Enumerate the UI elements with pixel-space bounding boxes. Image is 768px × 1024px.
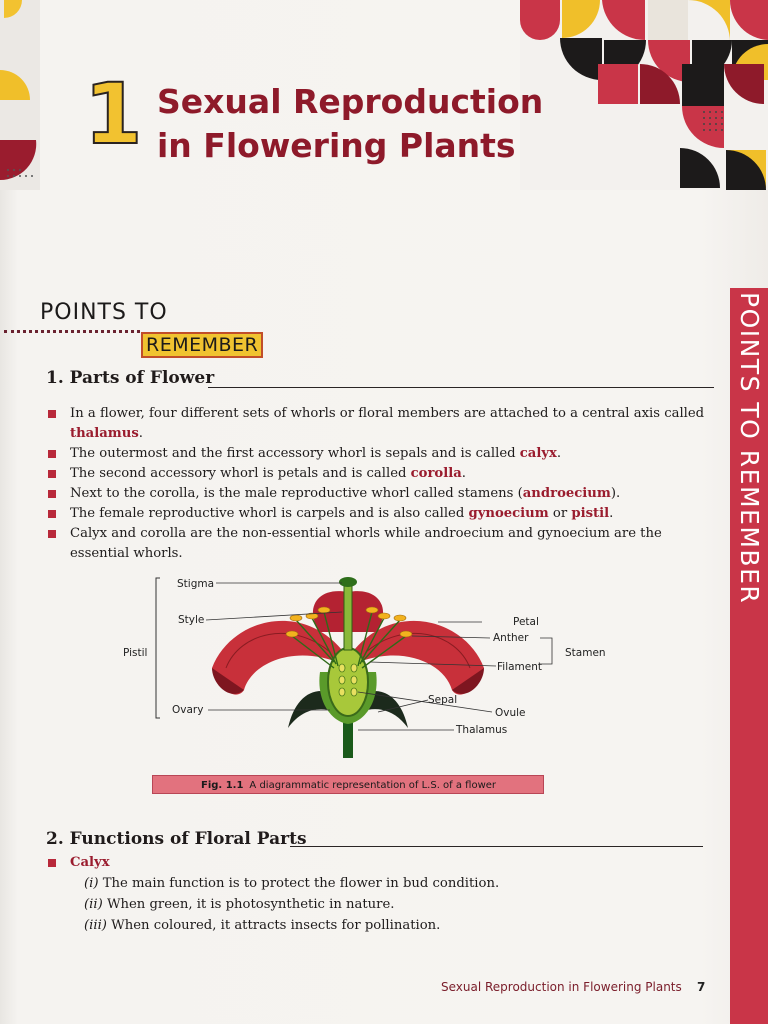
chapter-title-line2: in Flowering Plants — [157, 126, 516, 165]
figure-caption-number: Fig. 1.1 — [201, 780, 244, 791]
section2-bullet-list — [46, 853, 346, 873]
label-ovary: Ovary — [172, 704, 204, 716]
figure-caption — [152, 775, 544, 794]
bullet-item: In a flower, four different sets of whorls or floral members are attached to a central axis called thalamus. — [46, 404, 722, 444]
header-decoration-left — [0, 0, 40, 190]
bullet-square-icon — [48, 490, 56, 498]
label-stigma: Stigma — [177, 578, 215, 590]
function-item: (ii) When green, it is photosynthetic in nature. — [84, 897, 395, 912]
bullet-square-icon — [48, 450, 56, 458]
bullet-square-icon — [48, 410, 56, 418]
label-anther: Anther — [493, 632, 529, 644]
bullet-item: The female reproductive whorl is carpels and is also called gynoecium or pistil. — [46, 504, 722, 524]
bullet-item — [46, 853, 346, 873]
chapter-number: 1 — [84, 65, 143, 163]
function-item: (iii) When coloured, it attracts insects for pollination. — [84, 918, 441, 933]
label-style: Style — [178, 614, 205, 626]
calyx-heading: Calyx — [70, 855, 110, 870]
section1-title: 1. Parts of Flower — [46, 368, 215, 388]
section1-bullet-list — [46, 404, 722, 564]
bullet-square-icon — [48, 510, 56, 518]
running-footer: Sexual Reproduction in Flowering Plants — [441, 980, 682, 994]
page-number: 7 — [697, 980, 706, 994]
points-heading-line1: POINTS TO — [40, 300, 168, 325]
side-band-text: POINTS TO REMEMBER — [735, 292, 764, 605]
function-item: (i) The main function is to protect the flower in bud condition. — [84, 876, 500, 891]
section2-rule — [290, 846, 703, 847]
bullet-item: The second accessory whorl is petals and is called corolla. — [46, 464, 722, 484]
label-petal: Petal — [513, 616, 539, 628]
points-heading-line2: REMEMBER — [141, 332, 263, 358]
bullet-item: Next to the corolla, is the male reproductive whorl called stamens (androecium). — [46, 484, 722, 504]
section1-rule — [208, 387, 714, 388]
calyx-functions — [84, 873, 644, 937]
label-thalamus: Thalamus — [456, 724, 508, 736]
bullet-square-icon — [48, 859, 56, 867]
bullet-square-icon — [48, 470, 56, 478]
chapter-title — [157, 80, 577, 168]
dotted-divider — [4, 330, 140, 333]
bullet-item: The outermost and the first accessory whorl is sepals and is called calyx. — [46, 444, 722, 464]
section2-title: 2. Functions of Floral Parts — [46, 829, 307, 849]
label-pistil: Pistil — [123, 647, 148, 659]
bullet-item: Calyx and corolla are the non-essential whorls while androecium and gynoecium are the essential whorls. — [46, 524, 722, 564]
label-sepal: Sepal — [428, 694, 458, 706]
label-filament: Filament — [497, 661, 543, 673]
label-stamen: Stamen — [565, 647, 606, 659]
flower-ls-diagram — [120, 572, 640, 762]
label-ovule: Ovule — [495, 707, 526, 719]
figure-caption-text: A diagrammatic representation of L.S. of a flower — [249, 780, 497, 791]
bullet-square-icon — [48, 530, 56, 538]
chapter-title-line1: Sexual Reproduction — [157, 82, 544, 121]
